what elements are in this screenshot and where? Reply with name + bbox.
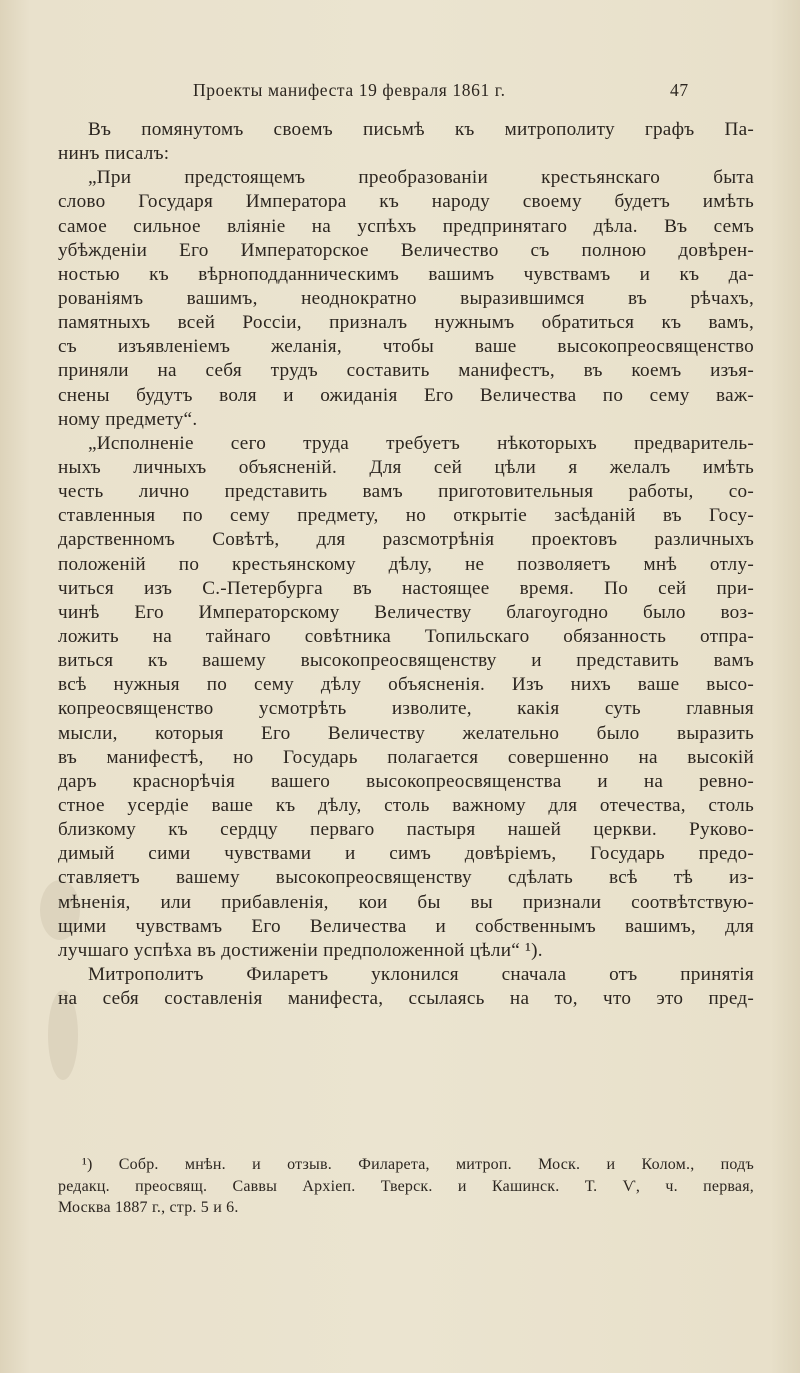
text-line: всѣ нужныя по сему дѣлу объясненія. Изъ нихъ ваше высо-: [58, 674, 754, 696]
footnote-line: Москва 1887 г., стр. 5 и 6.: [58, 1199, 239, 1216]
text-line: ставляетъ вашему высокопреосвященству сдѣлать всѣ тѣ из-: [58, 867, 754, 889]
text-line: ставленныя по сему предмету, но открытіе засѣданій въ Госу-: [58, 505, 754, 527]
text-line: дарственномъ Совѣтѣ, для разсмотрѣнія проектовъ различныхъ: [58, 529, 754, 551]
text-line: приняли на себя трудъ составить манифестъ, въ коемъ изъя-: [58, 360, 754, 382]
text-line: на себя составленія манифеста, ссылаясь на то, что это пред-: [58, 988, 754, 1010]
text-line: мѣненія, или прибавленія, кои бы вы признали соотвѣтствую-: [58, 891, 754, 913]
text-line: стное усердіе ваше къ дѣлу, столь важному для отечества, столь: [58, 794, 754, 816]
text-line: копреосвященство усмотрѣть изволите, какія суть главныя: [58, 698, 754, 720]
page-number: 47: [670, 80, 689, 100]
running-title: Проекты манифеста 19 февраля 1861 г.: [193, 80, 506, 100]
text-line: въ манифестѣ, но Государь полагается совершенно на высокій: [58, 746, 754, 768]
text-line: мысли, которыя Его Величеству желательно было выразить: [58, 722, 754, 744]
text-line: слово Государя Императора къ народу своему будетъ имѣть: [58, 191, 754, 213]
text-line: виться къ вашему высокопреосвященству и представить вамъ: [58, 650, 754, 672]
text-line: читься изъ С.-Петербурга въ настоящее время. По сей при-: [58, 577, 754, 599]
running-head: [0, 80, 800, 104]
text-line: ностью къ вѣрноподданническимъ вашимъ чувствамъ и къ да-: [58, 263, 754, 285]
text-line: даръ краснорѣчія вашего высокопреосвященства и на ревно-: [58, 770, 754, 792]
text-line: честь лично представить вамъ приготовительныя работы, со-: [58, 481, 754, 503]
footnote-line: ¹) Собр. мнѣн. и отзыв. Филарета, митроп. Моск. и Колом., подъ: [82, 1156, 754, 1173]
text-line: нинъ писалъ:: [58, 143, 170, 165]
text-line: самое сильное вліяніе на успѣхъ предпринятаго дѣла. Въ семъ: [58, 215, 754, 237]
text-line: рованіямъ вашимъ, неоднократно выразившимся въ рѣчахъ,: [58, 287, 754, 309]
text-line: съ изъявленіемъ желанія, чтобы ваше высокопреосвященство: [58, 336, 754, 358]
text-line: ному предмету“.: [58, 408, 198, 430]
text-line: ныхъ личныхъ объясненій. Для сей цѣли я желалъ имѣть: [58, 456, 754, 478]
text-line: памятныхъ всей Россіи, призналъ нужнымъ обратиться къ вамъ,: [58, 312, 754, 334]
text-line: близкому къ сердцу перваго пастыря нашей церкви. Руково-: [58, 819, 754, 841]
text-line: ложить на тайнаго совѣтника Топильскаго обязанность отпра-: [58, 625, 754, 647]
text-line: Митрополитъ Филаретъ уклонился сначала отъ принятія: [88, 963, 754, 985]
text-line: снены будутъ воля и ожиданія Его Величества по сему важ-: [58, 384, 754, 406]
footnotes: [58, 1154, 754, 1219]
body-text: [58, 118, 754, 1011]
text-line: „При предстоящемъ преобразованіи крестьянскаго быта: [88, 167, 754, 189]
text-line: чинѣ Его Императорскому Величеству благоугодно было воз-: [58, 601, 754, 623]
text-line: димый сими чувствами и симъ довѣріемъ, Государь предо-: [58, 843, 754, 865]
text-line: убѣжденіи Его Императорское Величество съ полною довѣрен-: [58, 239, 754, 261]
text-line: Въ помянутомъ своемъ письмѣ къ митрополиту графъ Па-: [88, 119, 754, 140]
text-line: положеній по крестьянскому дѣлу, не позволяетъ мнѣ отлу-: [58, 553, 754, 575]
text-line: щими чувствамъ Его Величества и собственнымъ вашимъ, для: [58, 915, 754, 937]
text-line: „Исполненіе сего труда требуетъ нѣкоторыхъ предваритель-: [88, 432, 754, 454]
text-line: лучшаго успѣха въ достиженіи предположенной цѣли“ ¹).: [58, 939, 543, 961]
footnote-line: редакц. преосвящ. Саввы Архіеп. Тверск. и Кашинск. Т. Ѵ, ч. первая,: [58, 1177, 754, 1195]
